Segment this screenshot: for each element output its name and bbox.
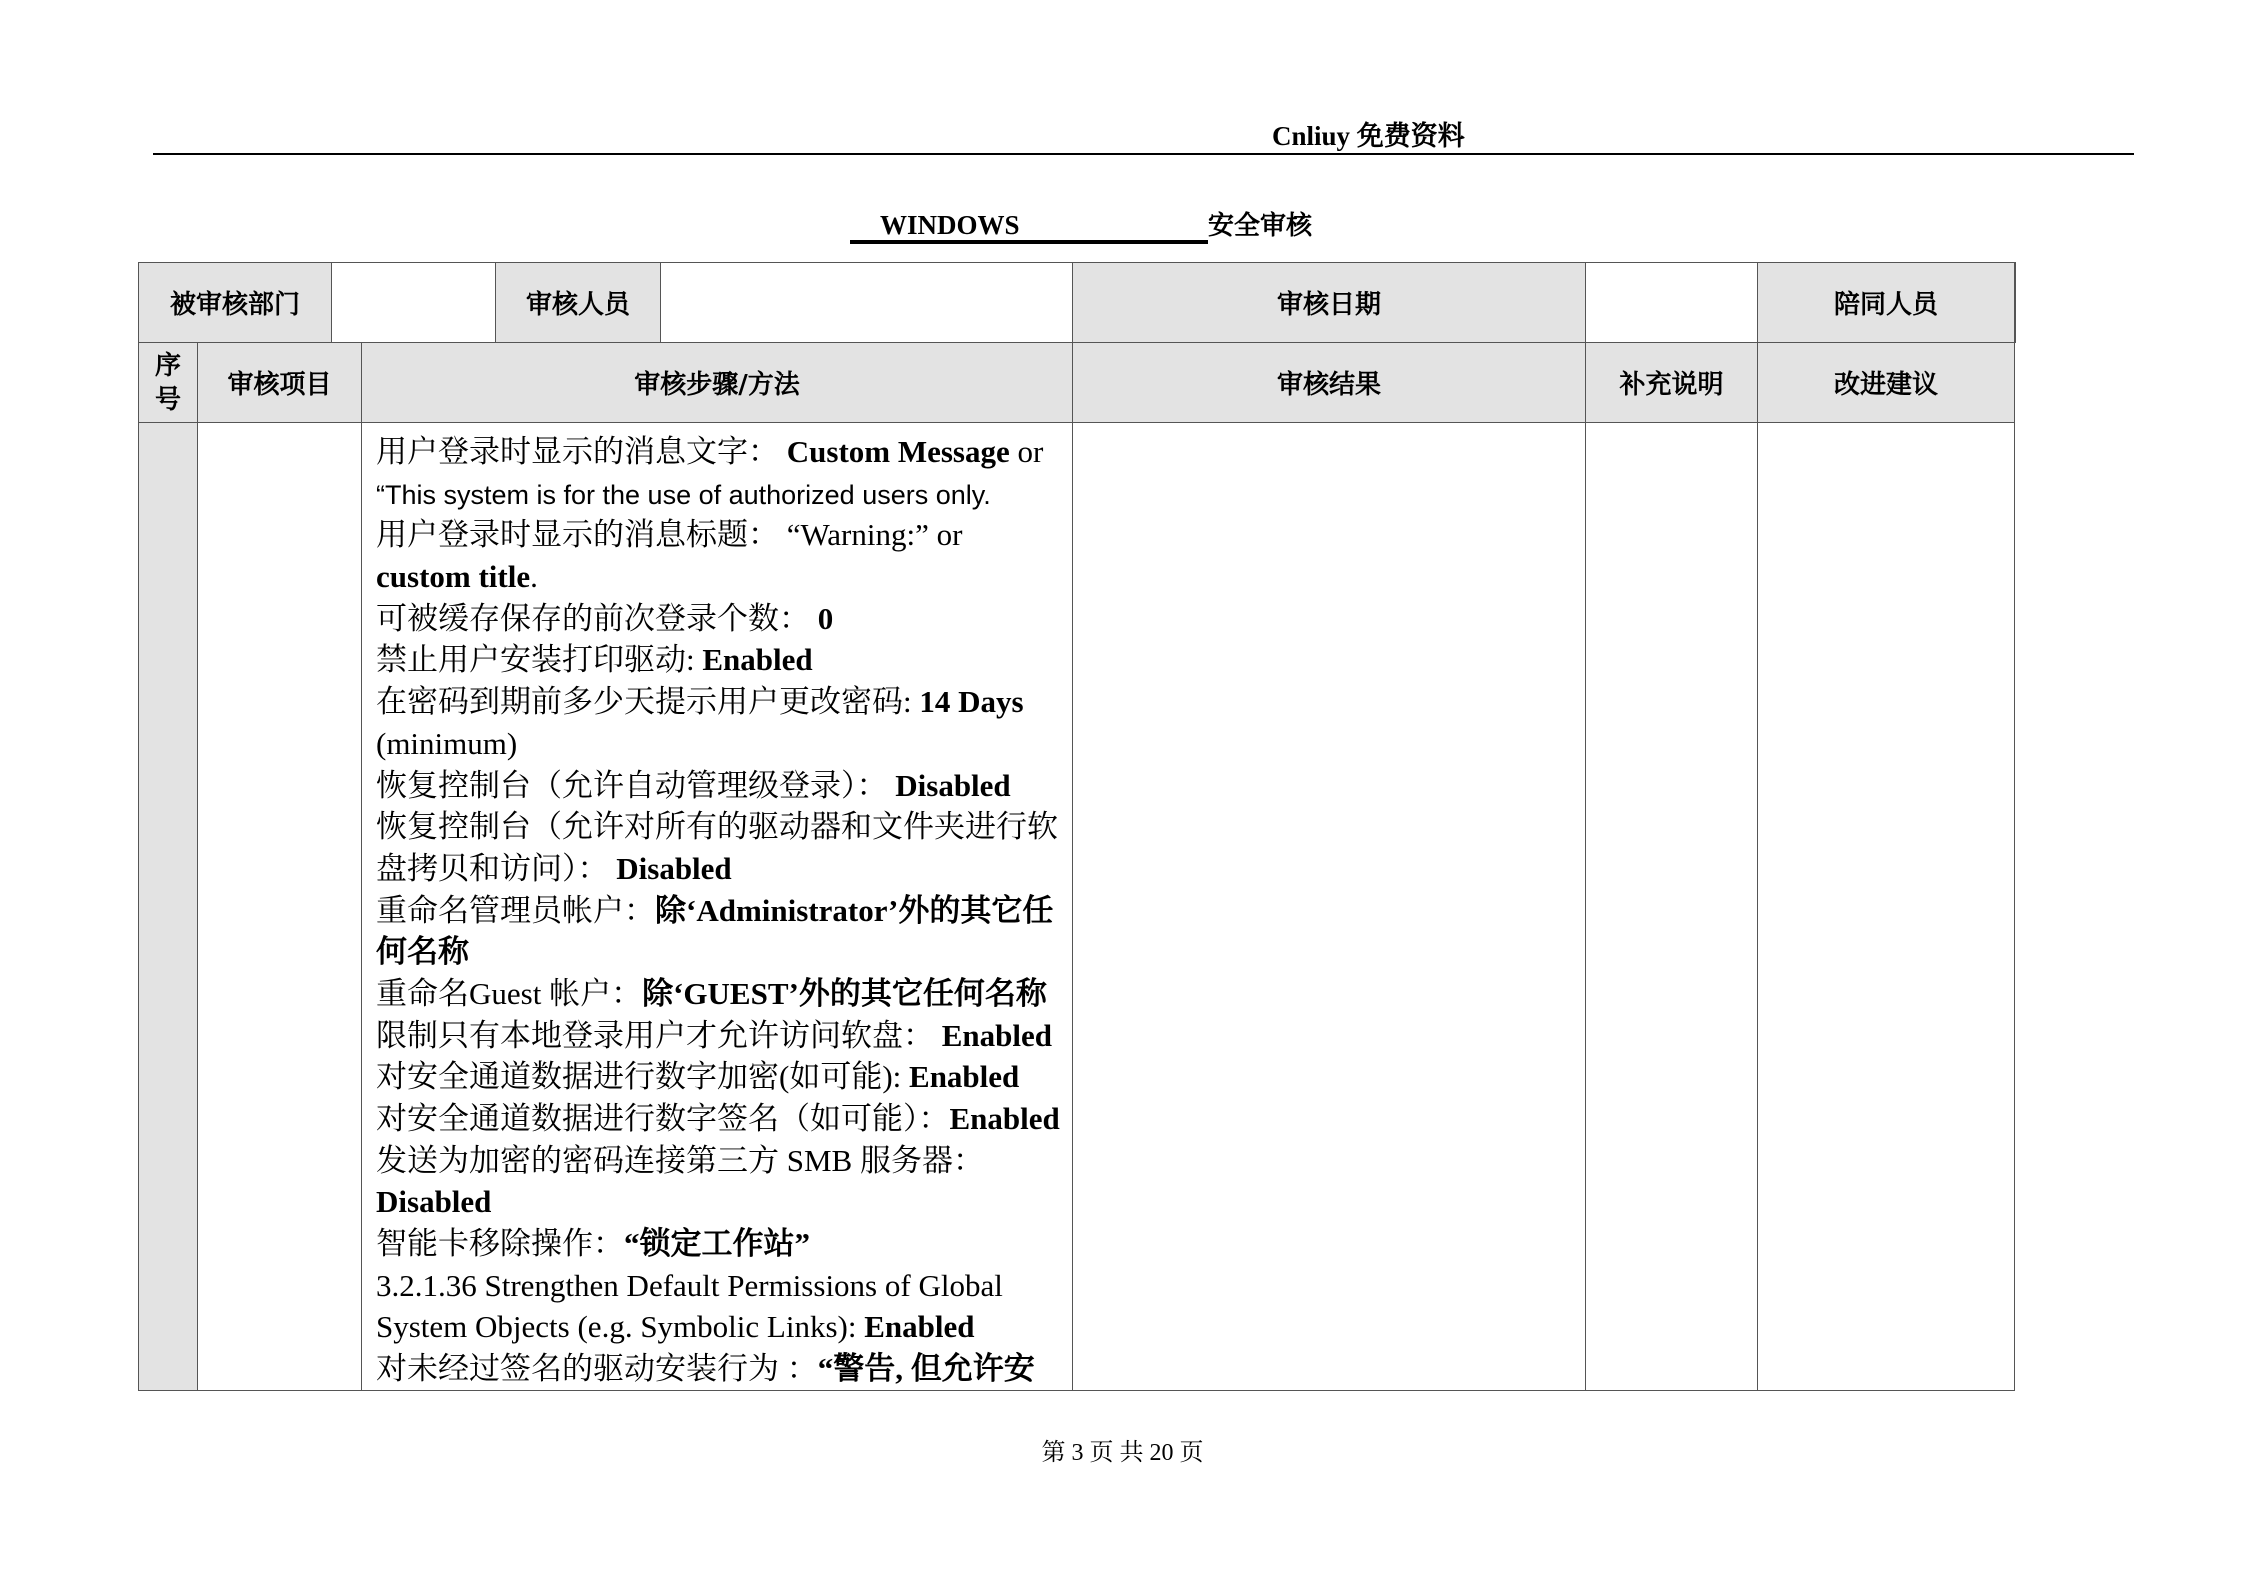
method-line xyxy=(376,514,1072,556)
method-line xyxy=(376,1223,1072,1265)
method-line xyxy=(376,1098,1072,1140)
method-text: 对安全通道数据进行数字签名（如可能）： xyxy=(376,1101,950,1136)
method-text: . xyxy=(530,559,538,595)
method-text: 盘拷贝和访问）： xyxy=(376,850,617,886)
method-line xyxy=(376,473,1072,515)
page-title xyxy=(850,205,1312,244)
col-suggestions: 改进建议 xyxy=(1758,343,2015,423)
col-result: 审核结果 xyxy=(1073,343,1586,423)
method-line xyxy=(376,1348,1072,1390)
method-line xyxy=(376,973,1072,1015)
method-line xyxy=(376,639,1072,681)
method-value: Enabled xyxy=(702,642,813,678)
seq-cell xyxy=(139,423,198,1391)
method-text: 对安全通道数据进行数字加密(如可能): xyxy=(376,1059,910,1095)
method-value: Disabled xyxy=(376,1184,492,1220)
method-value: custom title xyxy=(376,559,531,595)
method-line xyxy=(376,723,1072,765)
method-value: “警告, 但允许安 xyxy=(817,1351,1035,1387)
date-label: 审核日期 xyxy=(1073,263,1586,343)
column-header-row xyxy=(139,343,2016,423)
method-line xyxy=(376,431,1072,473)
method-text: System Objects (e.g. Symbolic Links): xyxy=(376,1309,865,1345)
method-value: Enabled xyxy=(909,1059,1020,1095)
method-value: 除‘GUEST’外的其它任何名称 xyxy=(642,975,1047,1011)
running-header: Cnliuy 免费资料 xyxy=(1272,121,1465,151)
companion-label: 陪同人员 xyxy=(1758,263,2015,343)
title-cn: 安全审核 xyxy=(1208,211,1313,241)
method-value: 除‘Administrator’外的其它任 xyxy=(655,892,1054,928)
col-method: 审核步骤/方法 xyxy=(362,343,1073,423)
method-line xyxy=(376,848,1072,890)
method-value: Enabled xyxy=(864,1309,975,1345)
method-line xyxy=(376,1140,1072,1182)
method-line xyxy=(376,806,1072,848)
auditor-label: 审核人员 xyxy=(496,263,661,343)
method-text: 可被缓存保存的前次登录个数： xyxy=(376,600,818,636)
method-line xyxy=(376,1056,1072,1098)
method-line xyxy=(376,765,1072,807)
col-seq: 序号 xyxy=(139,343,198,423)
dept-value[interactable] xyxy=(332,263,496,343)
method-text: 用户登录时显示的消息文字： xyxy=(376,434,787,469)
method-value: Enabled xyxy=(949,1101,1060,1136)
item-cell xyxy=(198,423,362,1391)
suggestions-cell[interactable] xyxy=(1758,423,2015,1391)
method-value: Disabled xyxy=(895,767,1011,803)
method-text: 禁止用户安装打印驱动: xyxy=(376,642,703,678)
title-windows: WINDOWS xyxy=(850,210,1208,244)
method-value: 0 xyxy=(817,600,834,636)
result-cell[interactable] xyxy=(1073,423,1586,1391)
method-cell xyxy=(362,423,1073,1391)
method-line xyxy=(376,890,1072,932)
method-text: 用户登录时显示的消息标题： “Warning:” or xyxy=(376,517,963,553)
method-text: 限制只有本地登录用户才允许访问软盘： xyxy=(376,1017,942,1053)
method-text: 对未经过签名的驱动安装行为 ： xyxy=(376,1351,818,1387)
page-number: 第 3 页 共 20 页 xyxy=(1041,1440,1204,1466)
header-rule xyxy=(153,153,2134,155)
method-line xyxy=(376,681,1072,723)
method-text: 恢复控制台（允许对所有的驱动器和文件夹进行软 xyxy=(376,809,1058,845)
method-line xyxy=(376,931,1072,973)
method-line xyxy=(376,1265,1072,1307)
companion-value[interactable] xyxy=(2015,263,2016,343)
method-text: 3.2.1.36 Strengthen Default Permissions of Global xyxy=(376,1267,1003,1303)
method-text: 发送为加密的密码连接第三方 SMB 服务器： xyxy=(376,1142,984,1178)
method-value: Disabled xyxy=(616,850,732,886)
dept-label: 被审核部门 xyxy=(139,263,332,343)
table-row xyxy=(139,423,2016,1391)
method-text: (minimum) xyxy=(376,725,518,761)
method-line xyxy=(376,1306,1072,1348)
date-value[interactable] xyxy=(1586,263,1758,343)
col-notes: 补充说明 xyxy=(1586,343,1758,423)
col-item: 审核项目 xyxy=(198,343,362,423)
notes-cell[interactable] xyxy=(1586,423,1758,1391)
audit-table xyxy=(138,262,2016,1391)
method-line xyxy=(376,1015,1072,1057)
method-line xyxy=(376,556,1072,598)
method-text: “This system is for the use of authorized users only. xyxy=(376,479,991,510)
method-text: 重命名Guest 帐户： xyxy=(376,975,643,1011)
method-text: 恢复控制台（允许自动管理级登录）： xyxy=(376,767,896,803)
method-value: 14 Days xyxy=(919,684,1024,720)
method-text: 在密码到期前多少天提示用户更改密码: xyxy=(376,684,920,720)
method-text: or xyxy=(1009,434,1044,469)
method-value: “锁定工作站” xyxy=(624,1226,810,1262)
method-line xyxy=(376,1181,1072,1223)
method-line xyxy=(376,598,1072,640)
method-value: Custom Message xyxy=(786,434,1010,469)
method-text: 重命名管理员帐户： xyxy=(376,892,655,928)
method-value: 何名称 xyxy=(376,934,469,970)
auditor-value[interactable] xyxy=(661,263,1073,343)
info-row xyxy=(139,263,2016,343)
method-text: 智能卡移除操作： xyxy=(376,1226,624,1262)
method-value: Enabled xyxy=(941,1017,1053,1053)
